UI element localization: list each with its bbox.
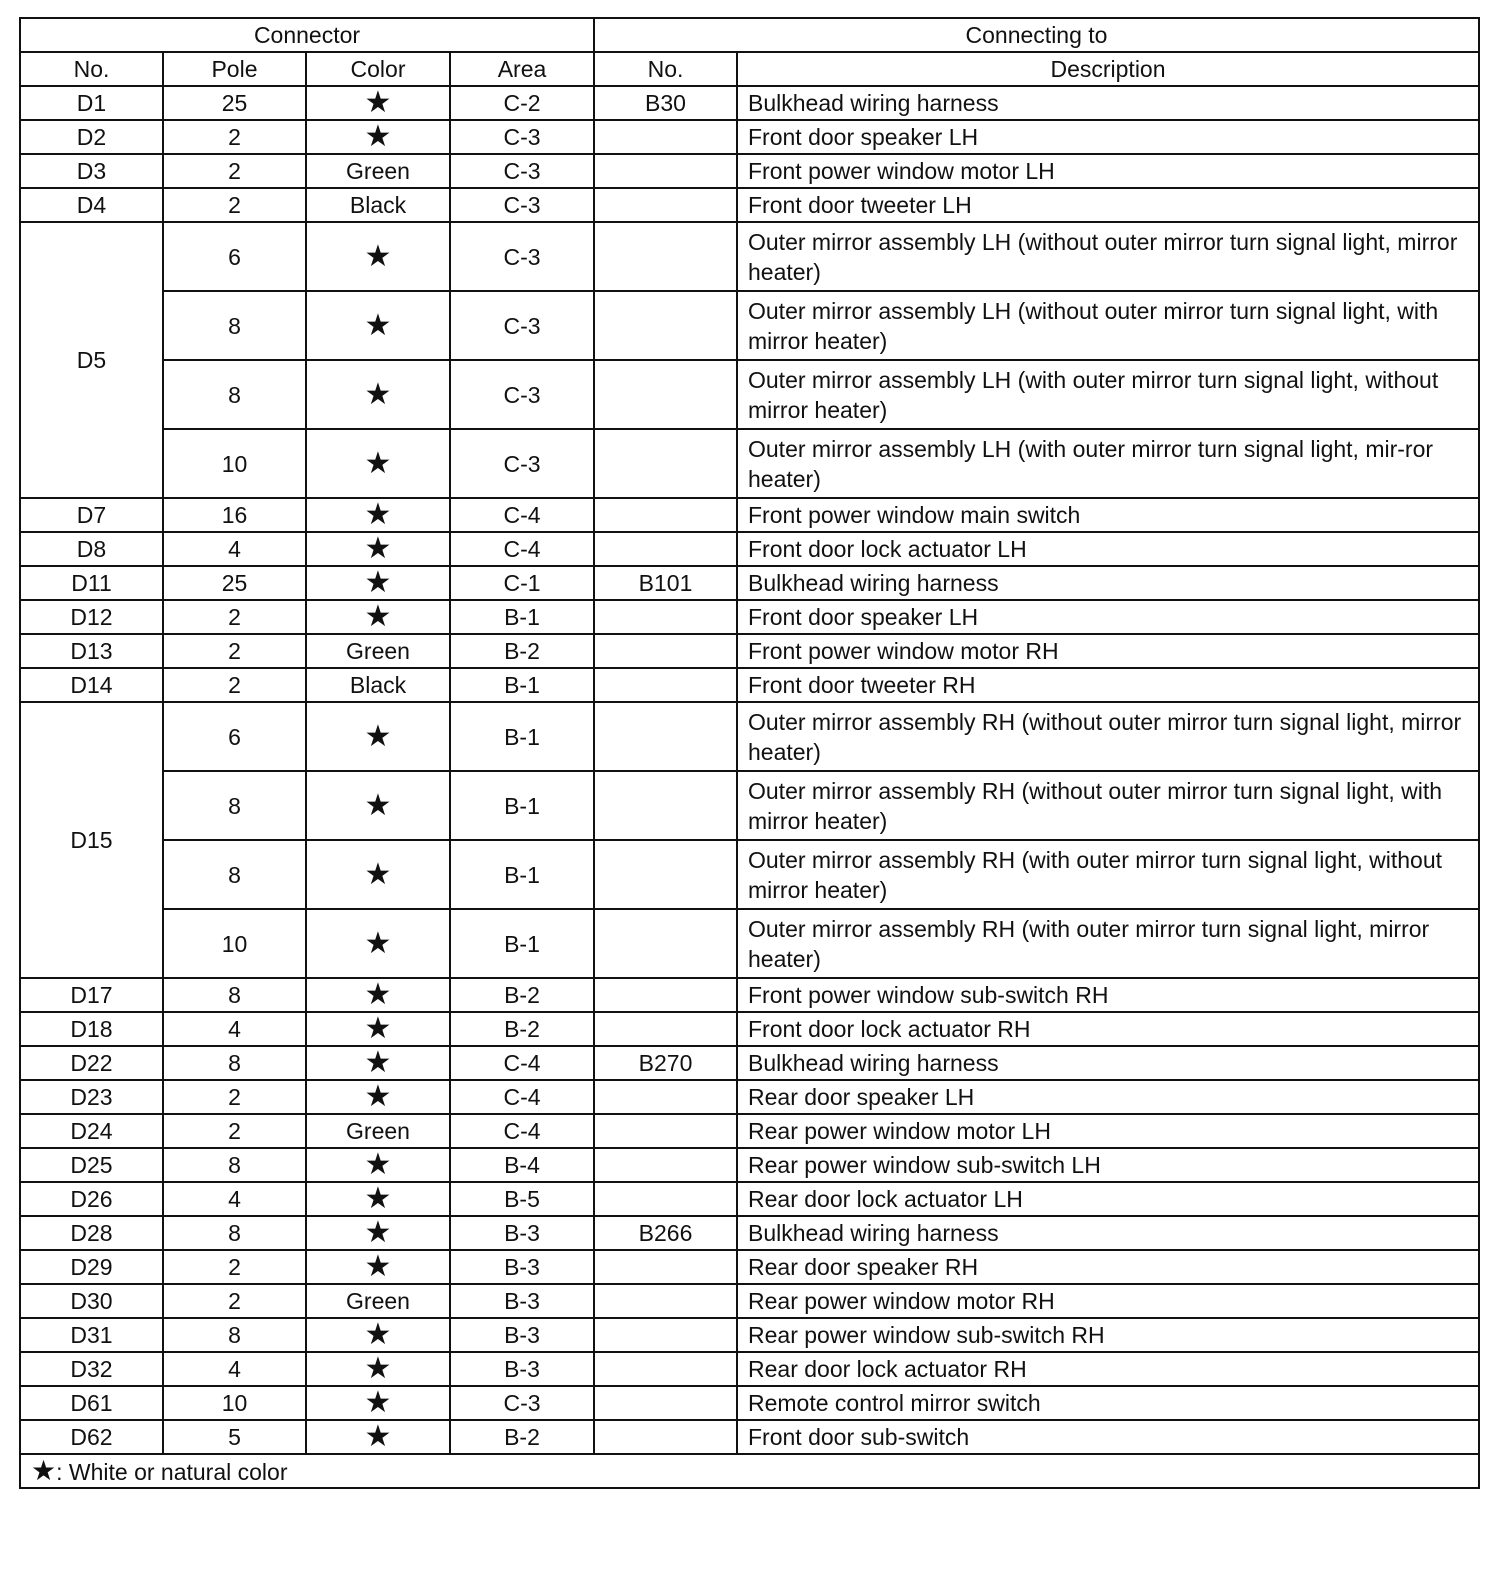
cell-area: C-4	[450, 498, 594, 532]
cell-connector-no: D15	[20, 702, 163, 978]
cell-area: B-3	[450, 1284, 594, 1318]
cell-color-star-icon: ★	[306, 1046, 450, 1080]
cell-pole: 4	[163, 532, 306, 566]
cell-pole: 2	[163, 1284, 306, 1318]
cell-connecting-no	[594, 1386, 737, 1420]
table-row	[20, 360, 1479, 429]
cell-description: Front power window main switch	[737, 498, 1479, 532]
cell-connector-no: D18	[20, 1012, 163, 1046]
table-row	[20, 429, 1479, 498]
table-row	[20, 1250, 1479, 1284]
cell-connecting-no	[594, 188, 737, 222]
cell-color-star-icon: ★	[306, 1420, 450, 1454]
star-icon: ★	[31, 1454, 57, 1486]
cell-connecting-no	[594, 429, 737, 498]
cell-connecting-no	[594, 1352, 737, 1386]
cell-description: Rear door lock actuator LH	[737, 1182, 1479, 1216]
table-row	[20, 1318, 1479, 1352]
cell-pole: 2	[163, 188, 306, 222]
cell-area: C-3	[450, 291, 594, 360]
cell-color-star-icon: ★	[306, 702, 450, 771]
cell-description: Front door speaker LH	[737, 120, 1479, 154]
cell-area: C-3	[450, 222, 594, 291]
cell-color: Green	[306, 634, 450, 668]
cell-connector-no: D4	[20, 188, 163, 222]
cell-pole: 2	[163, 154, 306, 188]
cell-color-star-icon: ★	[306, 1250, 450, 1284]
cell-area: B-1	[450, 600, 594, 634]
cell-connector-no: D26	[20, 1182, 163, 1216]
cell-connector-no: D7	[20, 498, 163, 532]
cell-connecting-no: B270	[594, 1046, 737, 1080]
cell-color-star-icon: ★	[306, 566, 450, 600]
cell-connector-no: D8	[20, 532, 163, 566]
cell-connector-no: D23	[20, 1080, 163, 1114]
cell-color-star-icon: ★	[306, 1012, 450, 1046]
cell-color: Black	[306, 188, 450, 222]
cell-color-star-icon: ★	[306, 86, 450, 120]
cell-connector-no: D22	[20, 1046, 163, 1080]
cell-description: Front power window motor RH	[737, 634, 1479, 668]
cell-connector-no: D32	[20, 1352, 163, 1386]
cell-pole: 8	[163, 1318, 306, 1352]
cell-connecting-no	[594, 1012, 737, 1046]
cell-pole: 25	[163, 86, 306, 120]
cell-area: B-1	[450, 771, 594, 840]
cell-description: Outer mirror assembly LH (with outer mirror turn signal light, mir-ror heater)	[737, 429, 1479, 498]
cell-connector-no: D14	[20, 668, 163, 702]
connecting-to-group-header: Connecting to	[594, 18, 1479, 52]
column-header-connecting-no: No.	[594, 52, 737, 86]
cell-color-star-icon: ★	[306, 1148, 450, 1182]
cell-description: Front door tweeter LH	[737, 188, 1479, 222]
cell-color: Green	[306, 154, 450, 188]
cell-pole: 10	[163, 429, 306, 498]
cell-color-star-icon: ★	[306, 909, 450, 978]
cell-description: Rear door speaker LH	[737, 1080, 1479, 1114]
cell-connector-no: D24	[20, 1114, 163, 1148]
cell-color-star-icon: ★	[306, 429, 450, 498]
cell-pole: 8	[163, 291, 306, 360]
table-row	[20, 771, 1479, 840]
table-body	[20, 86, 1479, 1454]
cell-description: Outer mirror assembly RH (with outer mirror turn signal light, mirror heater)	[737, 909, 1479, 978]
cell-pole: 25	[163, 566, 306, 600]
cell-area: B-2	[450, 634, 594, 668]
cell-description: Front power window sub-switch RH	[737, 978, 1479, 1012]
cell-pole: 4	[163, 1352, 306, 1386]
connector-group-header: Connector	[20, 18, 594, 52]
cell-color: Green	[306, 1284, 450, 1318]
cell-pole: 2	[163, 668, 306, 702]
cell-connector-no: D61	[20, 1386, 163, 1420]
cell-color: Black	[306, 668, 450, 702]
cell-connecting-no	[594, 771, 737, 840]
cell-area: C-1	[450, 566, 594, 600]
table-row	[20, 120, 1479, 154]
cell-pole: 2	[163, 634, 306, 668]
cell-connecting-no	[594, 634, 737, 668]
cell-connector-no: D62	[20, 1420, 163, 1454]
cell-pole: 6	[163, 222, 306, 291]
cell-pole: 8	[163, 978, 306, 1012]
table-row	[20, 1046, 1479, 1080]
table-row	[20, 1386, 1479, 1420]
cell-color-star-icon: ★	[306, 291, 450, 360]
cell-description: Rear door speaker RH	[737, 1250, 1479, 1284]
cell-connector-no: D13	[20, 634, 163, 668]
table-row	[20, 600, 1479, 634]
cell-area: C-3	[450, 1386, 594, 1420]
cell-pole: 2	[163, 600, 306, 634]
cell-pole: 8	[163, 1216, 306, 1250]
cell-connecting-no	[594, 840, 737, 909]
cell-area: C-3	[450, 120, 594, 154]
cell-pole: 10	[163, 909, 306, 978]
connector-table	[19, 17, 1480, 1489]
cell-area: C-4	[450, 1080, 594, 1114]
cell-connector-no: D28	[20, 1216, 163, 1250]
table-row	[20, 532, 1479, 566]
cell-area: B-1	[450, 668, 594, 702]
cell-pole: 5	[163, 1420, 306, 1454]
cell-description: Bulkhead wiring harness	[737, 86, 1479, 120]
cell-description: Bulkhead wiring harness	[737, 1216, 1479, 1250]
cell-area: B-2	[450, 978, 594, 1012]
cell-connecting-no	[594, 702, 737, 771]
footnote-text: : White or natural color	[56, 1458, 288, 1485]
cell-connector-no: D29	[20, 1250, 163, 1284]
cell-description: Rear power window motor RH	[737, 1284, 1479, 1318]
cell-description: Front door tweeter RH	[737, 668, 1479, 702]
cell-color-star-icon: ★	[306, 1216, 450, 1250]
cell-area: B-5	[450, 1182, 594, 1216]
cell-description: Rear power window motor LH	[737, 1114, 1479, 1148]
cell-area: B-3	[450, 1318, 594, 1352]
cell-connector-no: D30	[20, 1284, 163, 1318]
cell-area: B-2	[450, 1012, 594, 1046]
cell-pole: 8	[163, 1148, 306, 1182]
cell-pole: 2	[163, 120, 306, 154]
cell-connecting-no	[594, 532, 737, 566]
cell-description: Outer mirror assembly RH (without outer mirror turn signal light, mirror heater)	[737, 702, 1479, 771]
cell-color-star-icon: ★	[306, 120, 450, 154]
cell-pole: 8	[163, 771, 306, 840]
cell-connecting-no: B30	[594, 86, 737, 120]
table-column-header-row	[20, 52, 1479, 86]
cell-connecting-no	[594, 291, 737, 360]
table-row	[20, 668, 1479, 702]
table-row	[20, 86, 1479, 120]
column-header-description: Description	[737, 52, 1479, 86]
cell-description: Front door lock actuator RH	[737, 1012, 1479, 1046]
cell-connecting-no	[594, 1420, 737, 1454]
cell-connecting-no	[594, 1114, 737, 1148]
table-row	[20, 291, 1479, 360]
table-group-header-row	[20, 18, 1479, 52]
cell-color-star-icon: ★	[306, 840, 450, 909]
table-row	[20, 1216, 1479, 1250]
footnote	[20, 1454, 1479, 1488]
cell-connecting-no	[594, 600, 737, 634]
table-row	[20, 188, 1479, 222]
cell-description: Front door sub-switch	[737, 1420, 1479, 1454]
cell-color-star-icon: ★	[306, 771, 450, 840]
cell-pole: 6	[163, 702, 306, 771]
table-row	[20, 634, 1479, 668]
cell-connecting-no	[594, 1284, 737, 1318]
cell-area: B-3	[450, 1352, 594, 1386]
cell-description: Bulkhead wiring harness	[737, 1046, 1479, 1080]
cell-color-star-icon: ★	[306, 1080, 450, 1114]
cell-connecting-no	[594, 154, 737, 188]
table-row	[20, 566, 1479, 600]
connector-table-wrapper	[19, 17, 1478, 1489]
cell-area: B-1	[450, 840, 594, 909]
column-header-no: No.	[20, 52, 163, 86]
cell-description: Front door lock actuator LH	[737, 532, 1479, 566]
cell-connecting-no	[594, 498, 737, 532]
cell-color-star-icon: ★	[306, 1182, 450, 1216]
cell-color-star-icon: ★	[306, 498, 450, 532]
cell-connecting-no	[594, 1182, 737, 1216]
cell-pole: 8	[163, 360, 306, 429]
cell-color-star-icon: ★	[306, 532, 450, 566]
cell-connector-no: D3	[20, 154, 163, 188]
cell-area: B-1	[450, 702, 594, 771]
cell-description: Outer mirror assembly LH (without outer mirror turn signal light, with mirror heater)	[737, 291, 1479, 360]
cell-pole: 4	[163, 1182, 306, 1216]
cell-connecting-no	[594, 1148, 737, 1182]
cell-area: C-4	[450, 1046, 594, 1080]
table-row	[20, 978, 1479, 1012]
cell-color: Green	[306, 1114, 450, 1148]
table-row	[20, 1080, 1479, 1114]
cell-description: Remote control mirror switch	[737, 1386, 1479, 1420]
cell-description: Outer mirror assembly RH (with outer mirror turn signal light, without mirror heater)	[737, 840, 1479, 909]
cell-pole: 2	[163, 1114, 306, 1148]
table-row	[20, 1352, 1479, 1386]
cell-pole: 10	[163, 1386, 306, 1420]
cell-connecting-no	[594, 1250, 737, 1284]
cell-area: B-4	[450, 1148, 594, 1182]
table-row	[20, 1284, 1479, 1318]
cell-area: C-4	[450, 532, 594, 566]
cell-pole: 8	[163, 1046, 306, 1080]
cell-connector-no: D11	[20, 566, 163, 600]
table-row	[20, 1420, 1479, 1454]
cell-description: Bulkhead wiring harness	[737, 566, 1479, 600]
cell-area: B-3	[450, 1216, 594, 1250]
cell-area: B-2	[450, 1420, 594, 1454]
cell-area: B-3	[450, 1250, 594, 1284]
cell-description: Rear door lock actuator RH	[737, 1352, 1479, 1386]
cell-color-star-icon: ★	[306, 1352, 450, 1386]
table-row	[20, 1012, 1479, 1046]
cell-description: Rear power window sub-switch RH	[737, 1318, 1479, 1352]
footnote-row	[20, 1454, 1479, 1488]
cell-connecting-no	[594, 360, 737, 429]
cell-color-star-icon: ★	[306, 600, 450, 634]
cell-connector-no: D2	[20, 120, 163, 154]
cell-description: Outer mirror assembly LH (with outer mirror turn signal light, without mirror heater)	[737, 360, 1479, 429]
cell-area: C-3	[450, 429, 594, 498]
cell-color-star-icon: ★	[306, 1318, 450, 1352]
cell-area: C-4	[450, 1114, 594, 1148]
cell-pole: 4	[163, 1012, 306, 1046]
cell-description: Outer mirror assembly RH (without outer mirror turn signal light, with mirror heater)	[737, 771, 1479, 840]
cell-connector-no: D1	[20, 86, 163, 120]
cell-connector-no: D17	[20, 978, 163, 1012]
cell-pole: 2	[163, 1080, 306, 1114]
cell-connecting-no	[594, 222, 737, 291]
cell-connecting-no	[594, 909, 737, 978]
table-row	[20, 1148, 1479, 1182]
cell-pole: 16	[163, 498, 306, 532]
cell-connecting-no: B101	[594, 566, 737, 600]
cell-description: Front power window motor LH	[737, 154, 1479, 188]
cell-connecting-no	[594, 1080, 737, 1114]
cell-pole: 2	[163, 1250, 306, 1284]
cell-pole: 8	[163, 840, 306, 909]
table-row	[20, 702, 1479, 771]
table-row	[20, 909, 1479, 978]
cell-connecting-no	[594, 668, 737, 702]
cell-area: C-2	[450, 86, 594, 120]
cell-area: C-3	[450, 154, 594, 188]
table-row	[20, 1114, 1479, 1148]
cell-color-star-icon: ★	[306, 360, 450, 429]
cell-description: Front door speaker LH	[737, 600, 1479, 634]
cell-color-star-icon: ★	[306, 222, 450, 291]
cell-description: Outer mirror assembly LH (without outer mirror turn signal light, mirror heater)	[737, 222, 1479, 291]
table-row	[20, 154, 1479, 188]
column-header-pole: Pole	[163, 52, 306, 86]
column-header-color: Color	[306, 52, 450, 86]
table-row	[20, 840, 1479, 909]
cell-connector-no: D12	[20, 600, 163, 634]
cell-area: C-3	[450, 188, 594, 222]
cell-connecting-no: B266	[594, 1216, 737, 1250]
cell-connecting-no	[594, 120, 737, 154]
table-row	[20, 498, 1479, 532]
cell-connecting-no	[594, 978, 737, 1012]
cell-color-star-icon: ★	[306, 978, 450, 1012]
cell-connecting-no	[594, 1318, 737, 1352]
cell-connector-no: D25	[20, 1148, 163, 1182]
cell-color-star-icon: ★	[306, 1386, 450, 1420]
column-header-area: Area	[450, 52, 594, 86]
cell-connector-no: D31	[20, 1318, 163, 1352]
table-row	[20, 1182, 1479, 1216]
cell-connector-no: D5	[20, 222, 163, 498]
cell-area: C-3	[450, 360, 594, 429]
cell-description: Rear power window sub-switch LH	[737, 1148, 1479, 1182]
table-row	[20, 222, 1479, 291]
cell-area: B-1	[450, 909, 594, 978]
